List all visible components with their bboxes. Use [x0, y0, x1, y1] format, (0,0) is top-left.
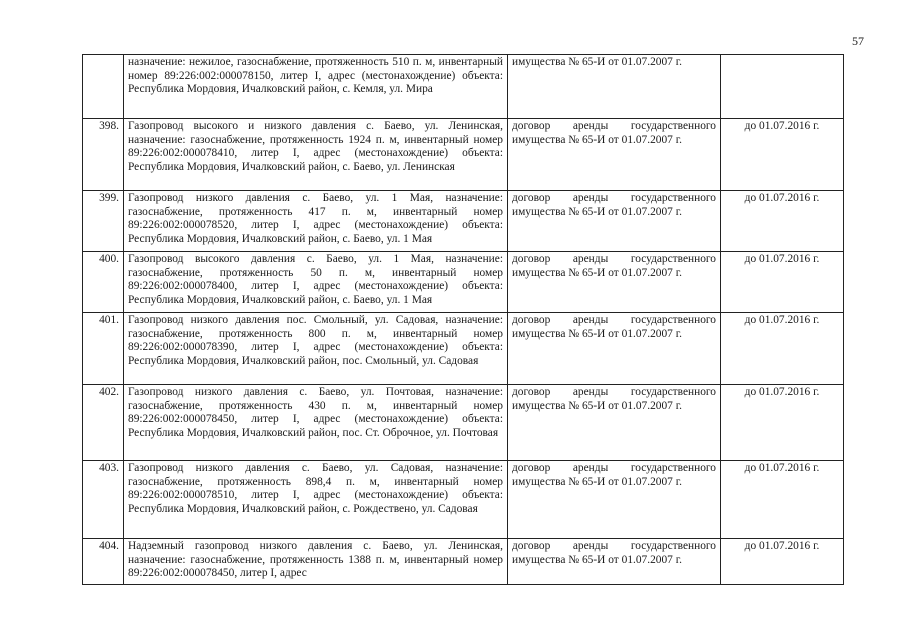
object-description: Газопровод высокого давления с. Баево, ул. 1 Мая, назначение: газоснабжение, протяженность 50 п. м, инвентарный номер 89:226:002:000078400, литер I, адрес (местонахождение) объекта: Республика Мордовия, Ичалковский район, с. Баево, ул. 1 Мая [124, 252, 508, 313]
row-number [83, 55, 124, 119]
row-number: 402. [83, 385, 124, 461]
table-row [83, 55, 844, 119]
object-description: Газопровод низкого давления пос. Смольный, ул. Садовая, назначение: газоснабжение, протяженность 800 п. м, инвентарный номер 89:226:002:000078390, литер I, адрес (местонахождение) объекта: Республика Мордовия, Ичалковский район, пос. Смольный, ул. Садовая [124, 313, 508, 385]
term-date: до 01.07.2016 г. [721, 539, 844, 585]
term-date: до 01.07.2016 г. [721, 313, 844, 385]
basis-document: договор аренды государственного имущества № 65-И от 01.07.2007 г. [508, 252, 721, 313]
table-row [83, 119, 844, 191]
page-number: 57 [852, 34, 864, 48]
object-description: Газопровод низкого давления с. Баево, ул. Почтовая, назначение: газоснабжение, протяженность 430 п. м, инвентарный номер 89:226:002:000078450, литер I, адрес (местонахождение) объекта: Республика Мордовия, Ичалковский район, пос. Ст. Оброчное, ул. Почтовая [124, 385, 508, 461]
object-description: Газопровод низкого давления с. Баево, ул. Садовая, назначение: газоснабжение, протяженность 898,4 п. м, инвентарный номер 89:226:002:000078510, литер I, адрес (местонахождение) объекта: Республика Мордовия, Ичалковский район, с. Рождествено, ул. Садовая [124, 461, 508, 539]
table-row [83, 539, 844, 585]
row-number: 398. [83, 119, 124, 191]
object-description: Газопровод высокого и низкого давления с. Баево, ул. Ленинская, назначение: газоснабжение, протяженность 1924 п. м, инвентарный номер 89:226:002:000078410, литер I, адрес (местонахождение) объекта: Республика Мордовия, Ичалковский район, с. Баево, ул. Ленинская [124, 119, 508, 191]
basis-document: договор аренды государственного имущества № 65-И от 01.07.2007 г. [508, 119, 721, 191]
row-number: 400. [83, 252, 124, 313]
term-date [721, 55, 844, 119]
row-number: 399. [83, 191, 124, 252]
table-row [83, 385, 844, 461]
basis-document: договор аренды государственного имущества № 65-И от 01.07.2007 г. [508, 539, 721, 585]
row-number: 401. [83, 313, 124, 385]
row-number: 404. [83, 539, 124, 585]
basis-document: договор аренды государственного имущества № 65-И от 01.07.2007 г. [508, 313, 721, 385]
basis-document: имущества № 65-И от 01.07.2007 г. [508, 55, 721, 119]
basis-document: договор аренды государственного имущества № 65-И от 01.07.2007 г. [508, 385, 721, 461]
term-date: до 01.07.2016 г. [721, 119, 844, 191]
table-row [83, 313, 844, 385]
basis-document: договор аренды государственного имущества № 65-И от 01.07.2007 г. [508, 191, 721, 252]
basis-document: договор аренды государственного имущества № 65-И от 01.07.2007 г. [508, 461, 721, 539]
object-description: назначение: нежилое, газоснабжение, протяженность 510 п. м, инвентарный номер 89:226:002:000078150, литер I, адрес (местонахождение) объекта: Республика Мордовия, Ичалковский район, с. Кемля, ул. Мира [124, 55, 508, 119]
object-description: Газопровод низкого давления с. Баево, ул. 1 Мая, назначение: газоснабжение, протяженность 417 п. м, инвентарный номер 89:226:002:000078520, литер I, адрес (местонахождение) объекта: Республика Мордовия, Ичалковский район, с. Баево, ул. 1 Мая [124, 191, 508, 252]
row-number: 403. [83, 461, 124, 539]
term-date: до 01.07.2016 г. [721, 461, 844, 539]
term-date: до 01.07.2016 г. [721, 252, 844, 313]
object-description: Надземный газопровод низкого давления с. Баево, ул. Ленинская, назначение: газоснабжение, протяженность 1388 п. м, инвентарный номер 89:226:002:000078450, литер I, адрес [124, 539, 508, 585]
table-row [83, 191, 844, 252]
term-date: до 01.07.2016 г. [721, 385, 844, 461]
table-row [83, 461, 844, 539]
table-row [83, 252, 844, 313]
property-registry-table [82, 54, 844, 585]
term-date: до 01.07.2016 г. [721, 191, 844, 252]
